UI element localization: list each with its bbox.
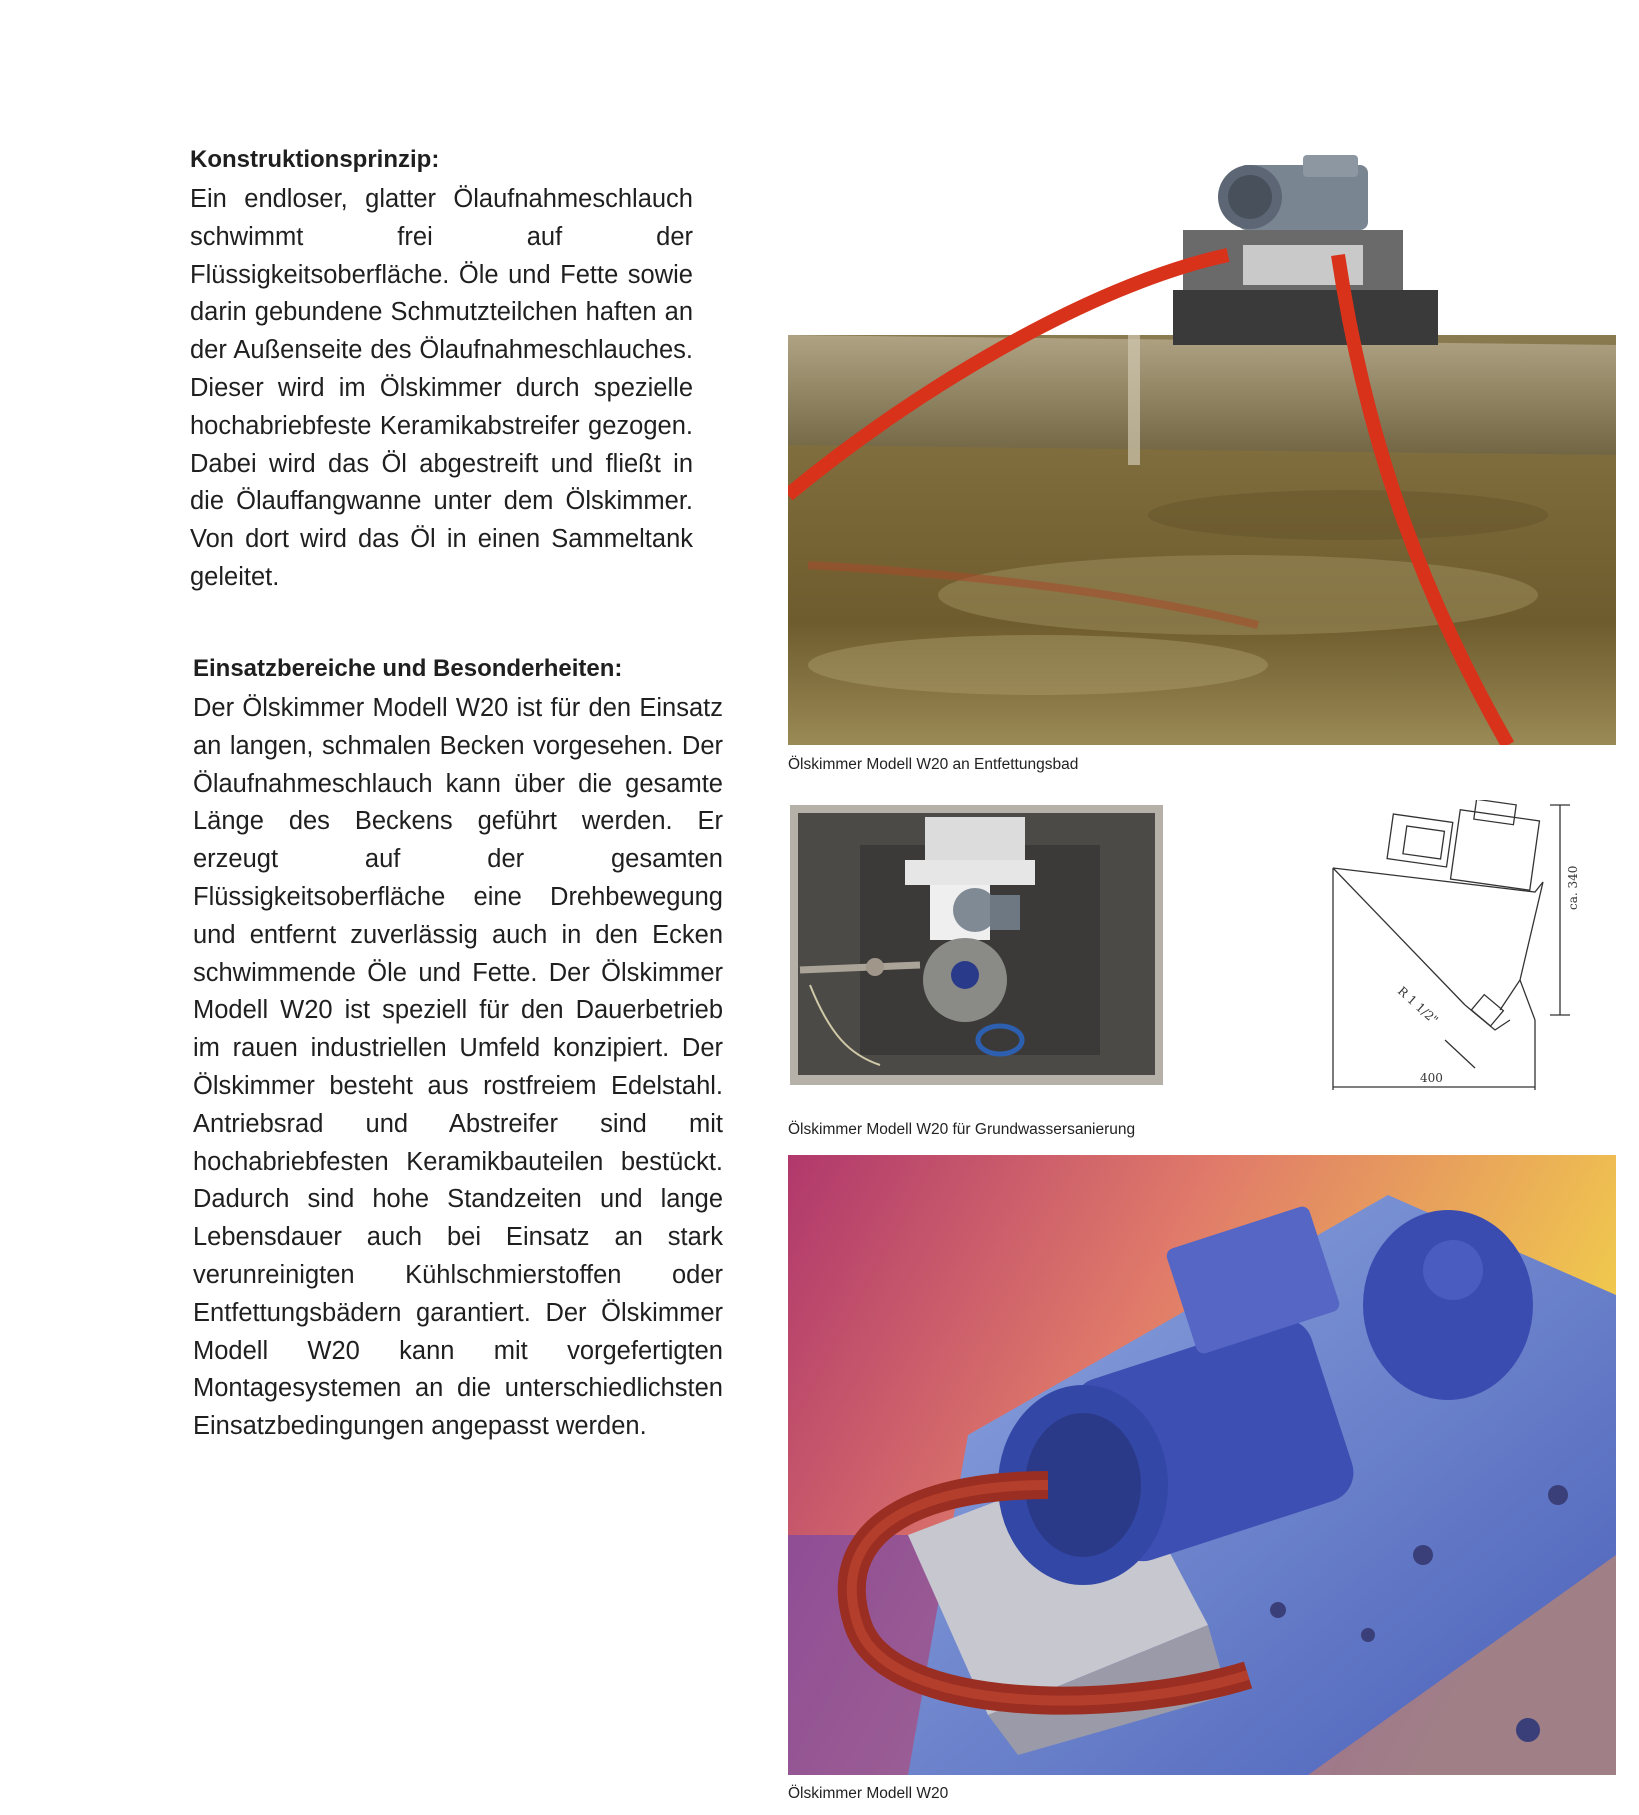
technical-drawing-lines: [1325, 800, 1625, 1100]
paragraph-einsatzbereiche: Der Ölskimmer Modell W20 ist für den Einsatz an langen, schmalen Becken vorgesehen. Der Ölaufnahmeschlauch kann über die gesamte Länge des Beckens geführt werden. Er erzeugt auf der gesamten Flüssigkeitsoberfläche eine Drehbewegung und entfernt zuverlässig auch in den Ecken schwimmende Öle und Fette. Der Ölskimmer Modell W20 ist speziell für den Dauerbetrieb im rauen industriellen Umfeld konzipiert. Der Ölskimmer besteht aus rostfreiem Edelstahl. Antriebsrad und Abstreifer sind mit hochabriebfesten Keramikbauteilen bestückt. Dadurch sind hohe Standzeiten und lange Lebensdauer auch bei Einsatz an stark verunreinigten Kühlschmierstoffen oder Entfettungsbädern garantiert. Der Ölskimmer Modell W20 kann mit vorgefertigten Montagesystemen an die unterschiedlichsten Einsatzbedingungen angepasst werden.: [193, 694, 723, 1441]
caption-photo-entfettungsbad: Ölskimmer Modell W20 an Entfettungsbad: [788, 756, 1079, 773]
dim-width-label: 400: [1420, 1071, 1443, 1085]
heading-konstruktionsprinzip: Konstruktionsprinzip:: [190, 146, 440, 173]
paragraph-konstruktionsprinzip: Ein endloser, glatter Ölaufnahmeschlauch schwimmt frei auf der Flüssigkeitsoberfläche. Öle und Fette sowie darin gebundene Schmutzteilchen haften an der Außenseite des Ölaufnahmeschlauches. Dieser wird im Ölskimmer durch spezielle hochabriebfeste Keramikabstreifer gezogen. Dabei wird das Öl abgestreift und fließt in die Ölauffangwanne unter dem Ölskimmer. Von dort wird das Öl in einen Sammeltank geleitet.: [190, 185, 693, 591]
photo-modell-w20: [788, 1155, 1616, 1775]
photo-entfettungsbad-image: [788, 155, 1616, 745]
photo-entfettungsbad: [788, 155, 1616, 745]
heading-einsatzbereiche: Einsatzbereiche und Besonderheiten:: [193, 655, 623, 682]
caption-photo-grundwassersanierung: Ölskimmer Modell W20 für Grundwassersanierung: [788, 1121, 1136, 1138]
caption-photo-modell-w20: Ölskimmer Modell W20: [788, 1785, 949, 1802]
photo-grundwassersanierung: [790, 805, 1163, 1085]
photo-grundwassersanierung-image: [790, 805, 1163, 1085]
dim-height-label: ca. 340: [1566, 865, 1580, 910]
dim-thread-label: R 1 1/2": [1394, 983, 1441, 1028]
photo-modell-w20-image: [788, 1155, 1616, 1775]
technical-drawing: [1325, 800, 1625, 1100]
